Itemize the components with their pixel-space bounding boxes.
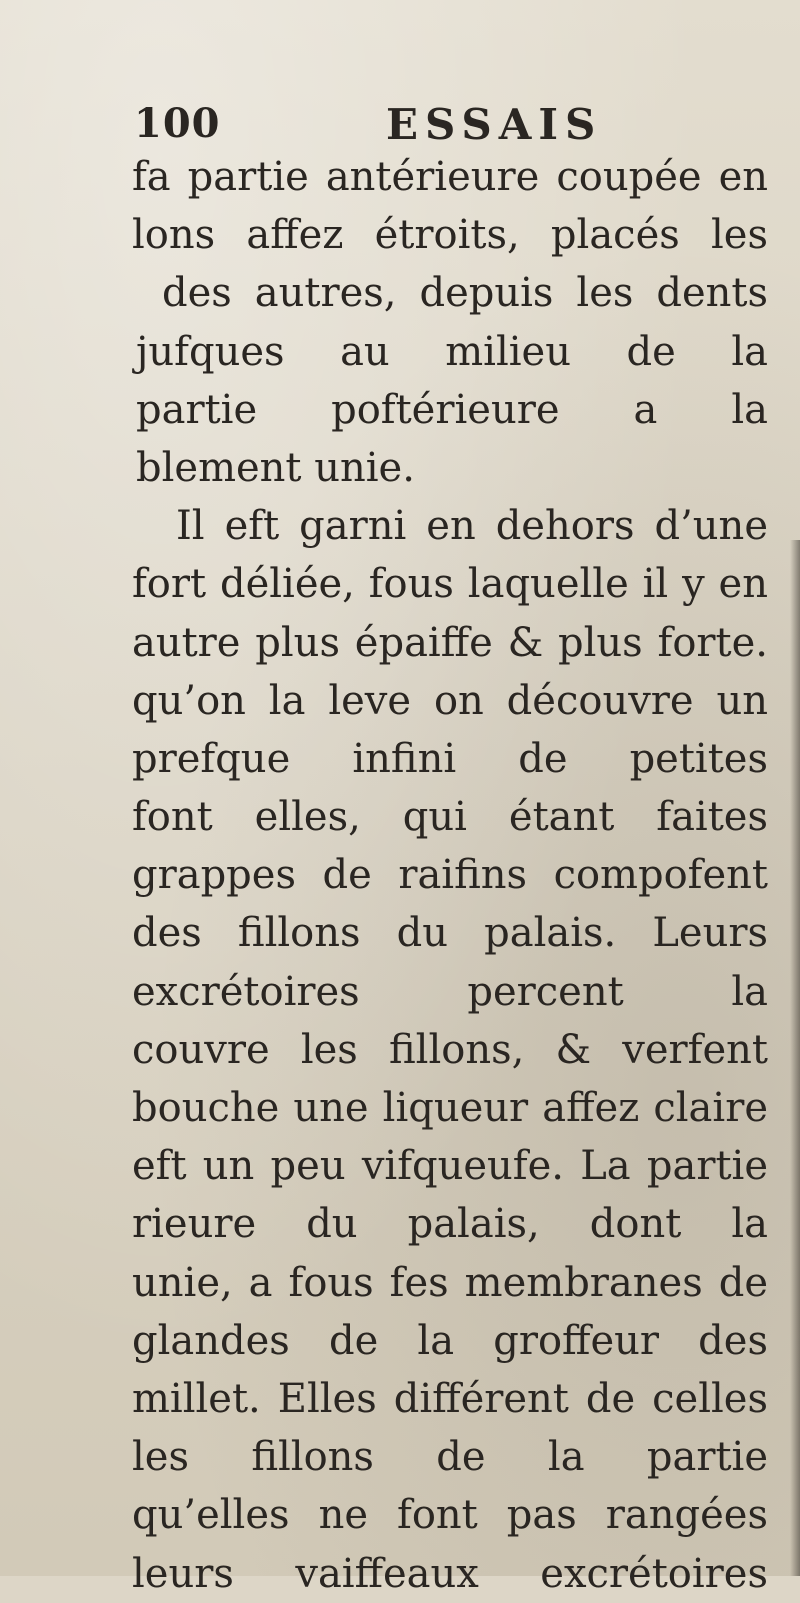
text-line: fa partie antérieure coupée en	[132, 154, 768, 200]
text-line: font elles, qui étant faites	[132, 794, 768, 841]
text-line: qu’elles ne font pas rangées	[132, 1492, 768, 1539]
text-line: prefque infini de petites	[132, 735, 768, 782]
text-line: couvre les fillons, & verfent	[132, 1026, 768, 1073]
text-line: bouche une liqueur affez claire	[132, 1085, 768, 1131]
text-line: fort déliée, fous laquelle il y en	[132, 561, 768, 608]
page-edge-shadow	[790, 540, 800, 1576]
running-head: ESSAIS	[386, 100, 603, 149]
text-line: lons affez étroits, placés les	[132, 212, 768, 259]
text-line: excrétoires percent la	[132, 968, 768, 1015]
text-line: unie, a fous fes membranes de	[132, 1259, 768, 1306]
text-line: blement unie.	[136, 444, 415, 491]
text-line: autre plus épaiffe & plus forte.	[132, 619, 768, 666]
text-line: rieure du palais, dont la	[132, 1201, 768, 1248]
text-line: eft un peu vifqueufe. La partie	[132, 1143, 768, 1190]
text-line: jufques au milieu de la	[136, 328, 768, 375]
body-text	[132, 148, 772, 1603]
page-number: 100	[134, 100, 221, 147]
text-line: partie poftérieure a la	[136, 386, 768, 433]
text-line: qu’on la leve on découvre un	[132, 677, 768, 724]
text-line: millet. Elles différent de celles	[132, 1375, 768, 1422]
text-line: glandes de la groffeur des	[132, 1317, 768, 1364]
text-line: les fillons de la partie	[132, 1434, 768, 1481]
page-header	[128, 100, 728, 152]
text-line: grappes de raifins compofent	[132, 852, 768, 899]
text-line: leurs vaiffeaux excrétoires	[132, 1550, 768, 1597]
text-line: des fillons du palais. Leurs	[132, 910, 768, 957]
text-line: Il eft garni en dehors d’une	[176, 503, 768, 550]
text-line: des autres, depuis les dents	[162, 270, 768, 317]
